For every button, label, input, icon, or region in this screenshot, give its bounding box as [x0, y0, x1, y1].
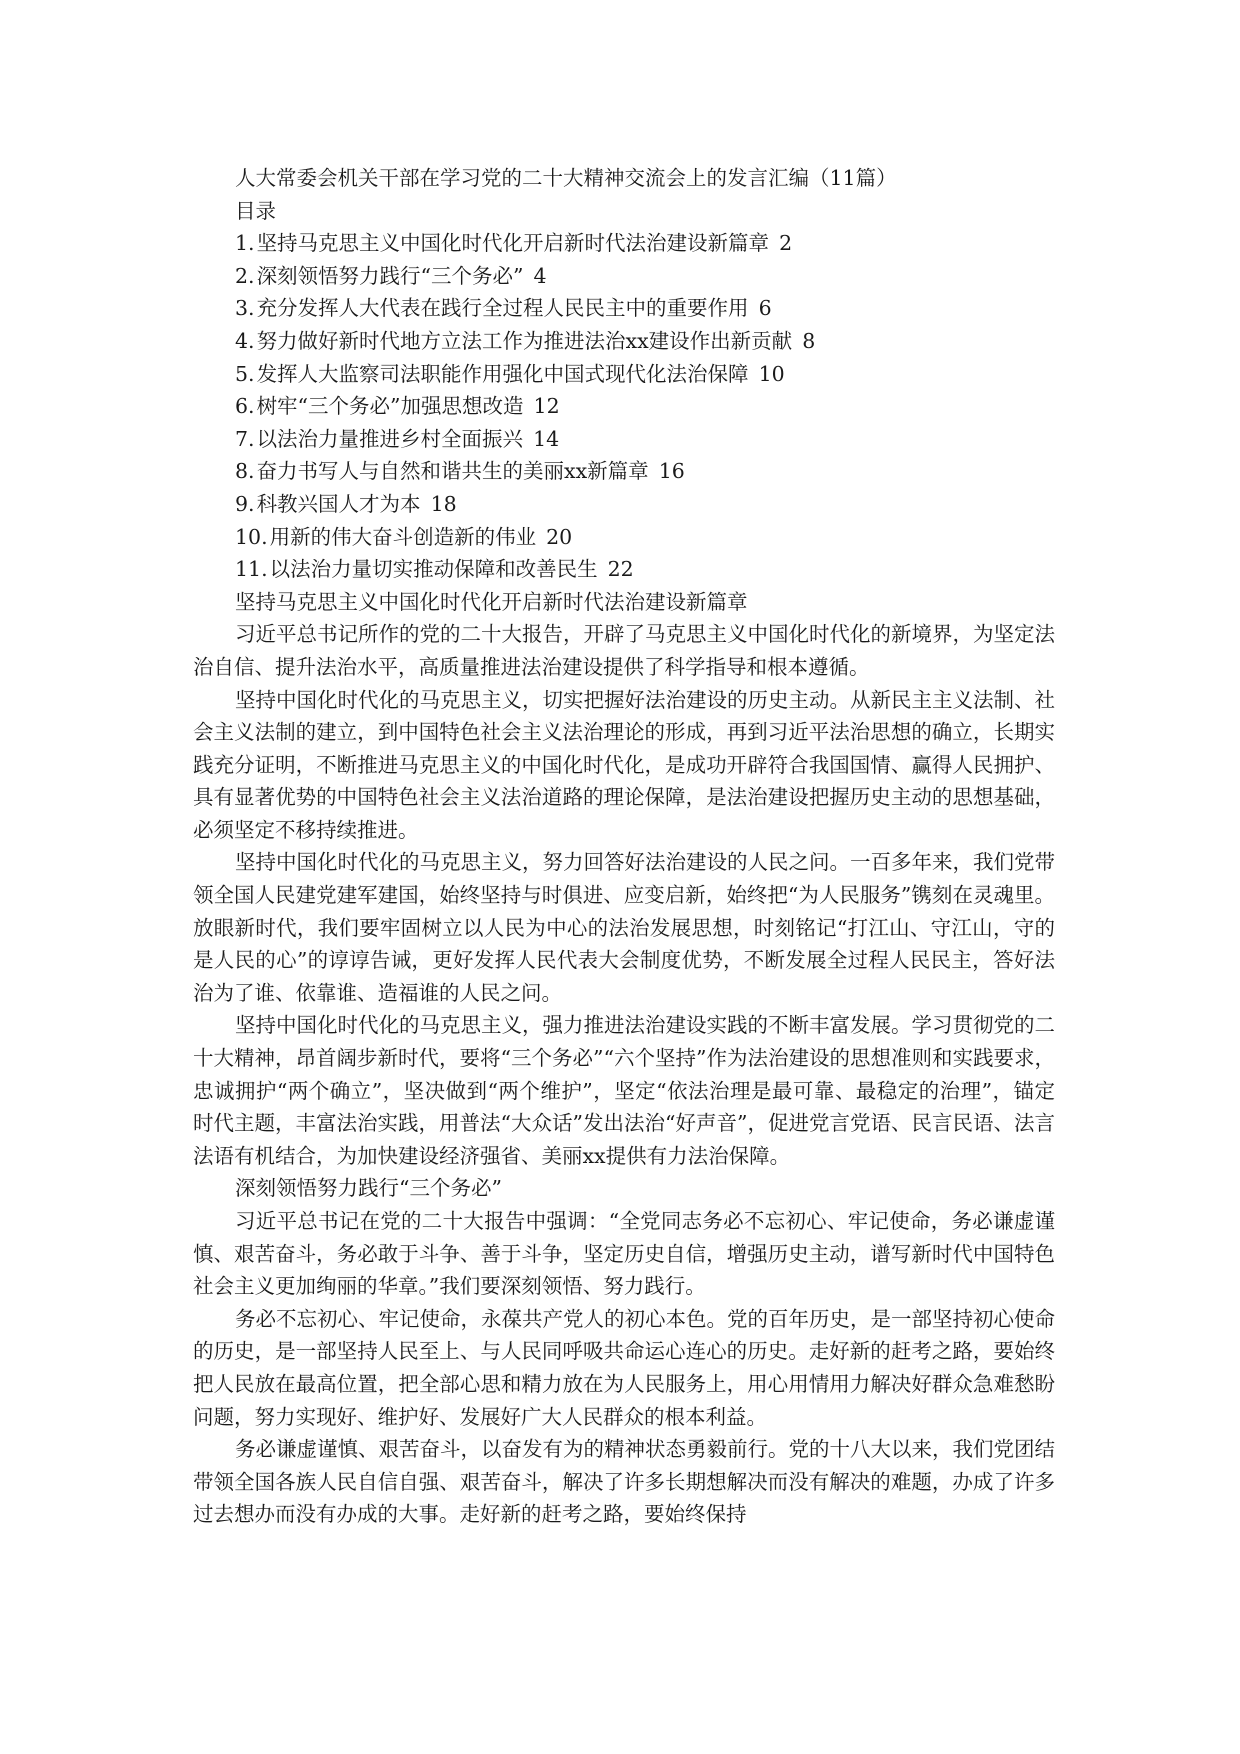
toc-item[interactable]: 7.以法治力量推进乡村全面振兴 14 [235, 426, 560, 451]
document-title: 人大常委会机关干部在学习党的二十大精神交流会上的发言汇编（11篇） [235, 166, 897, 190]
document-page [193, 162, 1055, 1531]
paragraph: 坚持中国化时代化的马克思主义，努力回答好法治建设的人民之问。一百多年来，我们党带领全国人民建党建军建国，始终坚持与时俱进、应变启新，始终把“为人民服务”镌刻在灵魂里。放眼新时代，我们要牢固树立以人民为中心的法治发展思想，时刻铭记“打江山、守江山，守的是人民的心”的谆谆告诫，更好发挥人民代表大会制度优势，不断发展全过程人民民主，答好法治为了谁、依靠谁、造福谁的人民之问。 [193, 850, 1055, 1005]
toc-item[interactable]: 4.努力做好新时代地方立法工作为推进法治xx建设作出新贡献 8 [235, 328, 816, 353]
toc-item[interactable]: 1.坚持马克思主义中国化时代化开启新时代法治建设新篇章 2 [235, 231, 793, 256]
table-of-contents [193, 227, 1055, 586]
paragraph: 坚持中国化时代化的马克思主义，强力推进法治建设实践的不断丰富发展。学习贯彻党的二十大精神，昂首阔步新时代，要将“三个务必”“六个坚持”作为法治建设的思想准则和实践要求，忠诚拥护“两个确立”，坚决做到“两个维护”，坚定“依法治理是最可靠、最稳定的治理”，锚定时代主题，丰富法治实践，用普法“大众话”发出法治“好声音”，促进党言党语、民言民语、法言法语有机结合，为加快建设经济强省、美丽xx提供有力法治保障。 [193, 1013, 1055, 1168]
paragraph: 务必不忘初心、牢记使命，永葆共产党人的初心本色。党的百年历史，是一部坚持初心使命的历史，是一部坚持人民至上、与人民同呼吸共命运心连心的历史。走好新的赶考之路，要始终把人民放在最高位置，把全部心思和精力放在为人民服务上，用心用情用力解决好群众急难愁盼问题，努力实现好、维护好、发展好广大人民群众的根本利益。 [193, 1306, 1055, 1429]
toc-item[interactable]: 8.奋力书写人与自然和谐共生的美丽xx新篇章 16 [235, 459, 685, 484]
paragraph: 务必谦虚谨慎、艰苦奋斗，以奋发有为的精神状态勇毅前行。党的十八大以来，我们党团结带领全国各族人民自信自强、艰苦奋斗，解决了许多长期想解决而没有解决的难题，办成了许多过去想办而没有办成的大事。走好新的赶考之路，要始终保持 [193, 1437, 1055, 1527]
paragraph: 习近平总书记所作的党的二十大报告，开辟了马克思主义中国化时代化的新境界，为坚定法治自信、提升法治水平，高质量推进法治建设提供了科学指导和根本遵循。 [193, 622, 1055, 679]
toc-item[interactable]: 10.用新的伟大奋斗创造新的伟业 20 [235, 524, 573, 549]
toc-item[interactable]: 9.科教兴国人才为本 18 [235, 491, 457, 516]
paragraph: 习近平总书记在党的二十大报告中强调：“全党同志务必不忘初心、牢记使命，务必谦虚谨慎、艰苦奋斗，务必敢于斗争、善于斗争，坚定历史自信，增强历史主动，谱写新时代中国特色社会主义更加绚丽的华章。”我们要深刻领悟、努力践行。 [193, 1209, 1055, 1299]
toc-label: 目录 [235, 198, 276, 223]
toc-item[interactable]: 6.树牢“三个务必”加强思想改造 12 [235, 394, 560, 419]
paragraph: 坚持中国化时代化的马克思主义，切实把握好法治建设的历史主动。从新民主主义法制、社会主义法制的建立，到中国特色社会主义法治理论的形成，再到习近平法治思想的确立，长期实践充分证明，不断推进马克思主义的中国化时代化，是成功开辟符合我国国情、赢得人民拥护、具有显著优势的中国特色社会主义法治道路的理论保障，是法治建设把握历史主动的思想基础，必须坚定不移持续推进。 [193, 687, 1055, 842]
toc-item[interactable]: 3.充分发挥人大代表在践行全过程人民民主中的重要作用 6 [235, 296, 772, 321]
section-heading: 坚持马克思主义中国化时代化开启新时代法治建设新篇章 [235, 589, 748, 614]
toc-item[interactable]: 2.深刻领悟努力践行“三个务必” 4 [235, 263, 547, 288]
section-heading: 深刻领悟努力践行“三个务必” [235, 1176, 502, 1201]
toc-item[interactable]: 11.以法治力量切实推动保障和改善民生 22 [235, 557, 634, 582]
toc-item[interactable]: 5.发挥人大监察司法职能作用强化中国式现代化法治保障 10 [235, 361, 785, 386]
